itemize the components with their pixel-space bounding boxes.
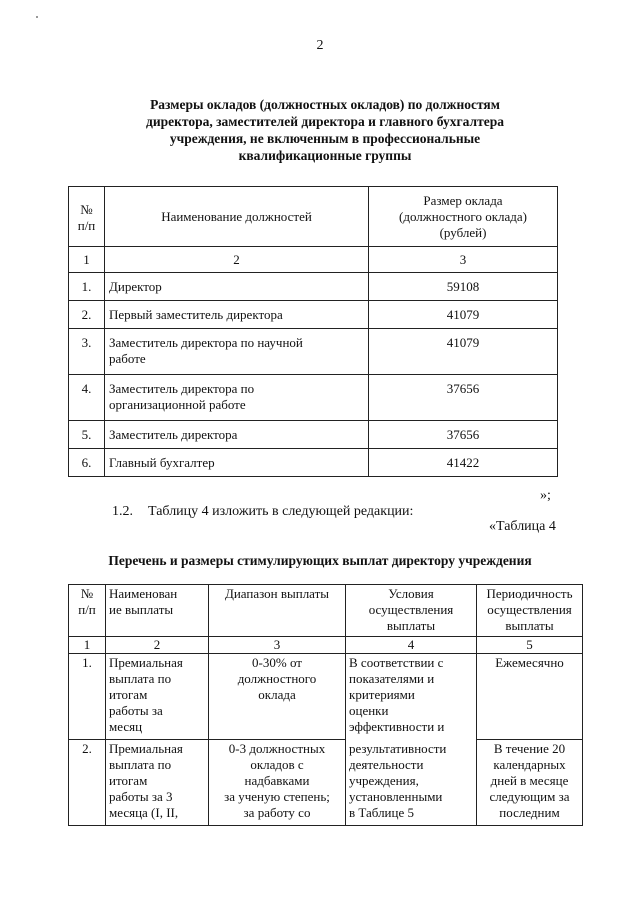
row-salary: 41422	[369, 449, 558, 477]
table1-title-line: директора, заместителей директора и главного бухгалтера	[146, 114, 504, 129]
row-payment-range: 0-30% от должностного оклада	[209, 654, 346, 740]
table1-title-line: учреждения, не включенным в профессиональные	[169, 131, 481, 146]
index-cell: 1	[69, 637, 106, 654]
bonus-payments-table	[68, 584, 583, 826]
table-row	[69, 329, 558, 375]
table-row	[69, 740, 583, 826]
row-position: Директор	[105, 273, 369, 301]
table-index-row	[69, 637, 583, 654]
table-row	[69, 301, 558, 329]
row-num: 6.	[69, 449, 105, 477]
row-payment-name: Премиальная выплата по итогам работы за 3 месяца (I, II,	[106, 740, 209, 826]
header-payment-periodicity: Периодичность осуществления выплаты	[477, 585, 583, 637]
row-payment-name: Премиальная выплата по итогам работы за месяц	[106, 654, 209, 740]
header-position: Наименование должностей	[105, 187, 369, 247]
table2-title: Перечень и размеры стимулирующих выплат директору учреждения	[108, 553, 532, 568]
row-num: 1.	[69, 654, 106, 740]
table-row	[69, 375, 558, 421]
table-index-row	[69, 247, 558, 273]
row-position: Первый заместитель директора	[105, 301, 369, 329]
row-position: Заместитель директора по научной работе	[105, 329, 369, 375]
table1-title	[90, 96, 560, 164]
table1-title-line: Размеры окладов (должностных окладов) по должностям	[150, 97, 500, 112]
table-row	[69, 654, 583, 740]
table1-title-line: квалификационные группы	[238, 148, 412, 163]
header-salary: Размер оклада (должностного оклада) (рублей)	[369, 187, 558, 247]
page-number: 2	[316, 38, 324, 53]
table-header-row	[69, 187, 558, 247]
row-salary: 41079	[369, 329, 558, 375]
header-num: № п/п	[69, 187, 105, 247]
row-salary: 37656	[369, 421, 558, 449]
row-payment-range: 0-3 должностных окладов с надбавками за ученую степень; за работу со	[209, 740, 346, 826]
row-salary: 41079	[369, 301, 558, 329]
header-payment-conditions: Условия осуществления выплаты	[346, 585, 477, 637]
row-payment-conditions: результативности деятельности учреждения, установленными в Таблице 5	[346, 740, 477, 826]
index-cell: 2	[105, 247, 369, 273]
row-num: 1.	[69, 273, 105, 301]
paragraph-text: Таблицу 4 изложить в следующей редакции:	[148, 504, 414, 519]
header-num: № п/п	[69, 585, 106, 637]
row-payment-periodicity: В течение 20 календарных дней в месяце следующим за последним	[477, 740, 583, 826]
table4-label: «Таблица 4	[489, 519, 556, 534]
row-payment-periodicity: Ежемесячно	[477, 654, 583, 740]
amendment-paragraph	[112, 504, 413, 520]
table-row	[69, 273, 558, 301]
index-cell: 3	[369, 247, 558, 273]
salary-table	[68, 186, 558, 477]
row-num: 5.	[69, 421, 105, 449]
header-payment-range: Диапазон выплаты	[209, 585, 346, 637]
table-header-row	[69, 585, 583, 637]
row-num: 4.	[69, 375, 105, 421]
row-num: 2.	[69, 301, 105, 329]
paragraph-number: 1.2.	[112, 504, 133, 519]
row-position: Заместитель директора	[105, 421, 369, 449]
row-num: 2.	[69, 740, 106, 826]
row-salary: 37656	[369, 375, 558, 421]
index-cell: 2	[106, 637, 209, 654]
closing-quote: »;	[540, 488, 551, 503]
index-cell: 3	[209, 637, 346, 654]
table-row	[69, 421, 558, 449]
index-cell: 1	[69, 247, 105, 273]
row-salary: 59108	[369, 273, 558, 301]
scan-speck	[36, 16, 38, 18]
row-payment-conditions: В соответствии с показателями и критериями оценки эффективности и	[346, 654, 477, 740]
table-row	[69, 449, 558, 477]
index-cell: 4	[346, 637, 477, 654]
row-position: Главный бухгалтер	[105, 449, 369, 477]
header-payment-name: Наименован ие выплаты	[106, 585, 209, 637]
row-num: 3.	[69, 329, 105, 375]
row-position: Заместитель директора по организационной работе	[105, 375, 369, 421]
index-cell: 5	[477, 637, 583, 654]
